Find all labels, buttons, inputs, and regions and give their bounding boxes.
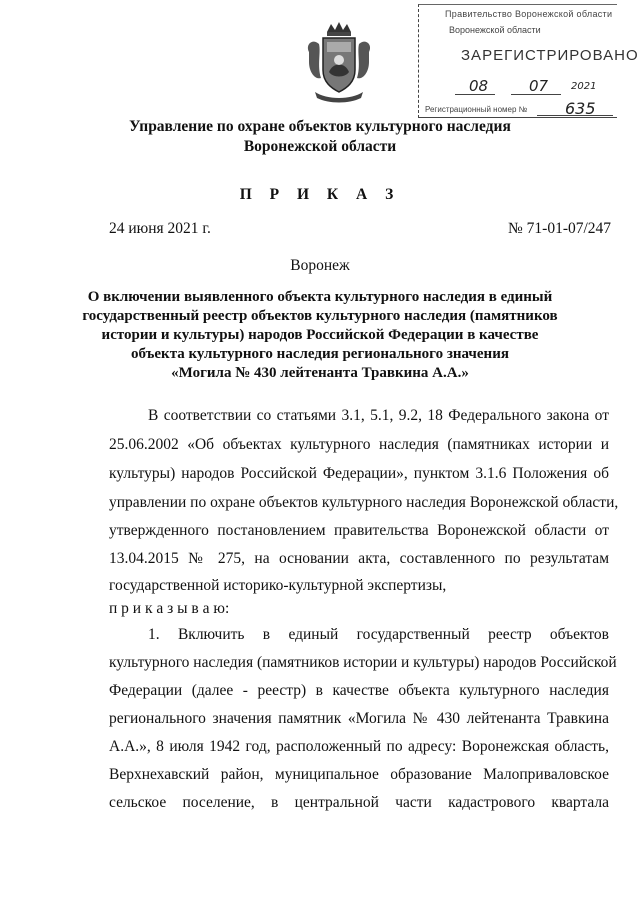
stamp-line-2: Воронежской области bbox=[449, 25, 541, 35]
org-line-1: Управление по охране объектов культурного наследия bbox=[129, 118, 511, 135]
stamp-registered: ЗАРЕГИСТРИРОВАНО bbox=[461, 47, 639, 64]
item-line: сельское поселение, в центральной части кадастрового квартала bbox=[109, 794, 609, 811]
body-line: культуры) народов Российской Федерации», пунктом 3.1.6 Положения об bbox=[109, 465, 609, 482]
body-line: В соответствии со статьями 3.1, 5.1, 9.2, 18 Федерального закона от bbox=[148, 407, 609, 424]
document-type: П Р И К А З bbox=[239, 186, 401, 203]
body-line: 13.04.2015 № 275, на основании акта, составленного по результатам bbox=[109, 550, 609, 567]
document-date: 24 июня 2021 г. bbox=[109, 220, 211, 237]
item-line: А.А.», 8 июля 1942 год, расположенный по адресу: Воронежская область, bbox=[109, 738, 609, 755]
item-line: культурного наследия (памятников истории и культуры) народов Российской bbox=[109, 654, 617, 671]
stamp-reg-label: Регистрационный номер № bbox=[425, 105, 528, 114]
stamp-line-1: Правительство Воронежской области bbox=[445, 9, 613, 19]
stamp-reg-underline bbox=[537, 115, 613, 116]
registration-stamp bbox=[418, 4, 639, 118]
item-line: Федерации (далее - реестр) в качестве объекта культурного наследия bbox=[109, 682, 609, 699]
item-line: 1. Включить в единый государственный реестр объектов bbox=[148, 626, 609, 643]
stamp-reg-number: 635 bbox=[565, 99, 596, 118]
document-city: Воронеж bbox=[290, 257, 350, 274]
stamp-day: 08 bbox=[469, 77, 489, 95]
body-line: государственной историко-культурной экспертизы, bbox=[109, 577, 447, 594]
stamp-year: 2021 bbox=[571, 81, 597, 92]
order-word: п р и к а з ы в а ю: bbox=[109, 600, 230, 617]
document-number: № 71-01-07/247 bbox=[508, 220, 612, 237]
coat-of-arms-emblem bbox=[303, 22, 375, 106]
org-line-2: Воронежской области bbox=[243, 138, 397, 155]
item-line: Верхнехавский район, муниципальное образование Малоприваловское bbox=[109, 766, 609, 783]
stamp-day-underline bbox=[455, 94, 495, 95]
document-subject bbox=[0, 288, 640, 383]
item-line: регионального значения памятник «Могила № 430 лейтенанта Травкина bbox=[109, 710, 609, 727]
subject-line: государственный реестр объектов культурного наследия (памятников bbox=[82, 308, 558, 324]
body-line: управлении по охране объектов культурного наследия Воронежской области, bbox=[109, 494, 619, 511]
body-line: утвержденного постановлением правительства Воронежской области от bbox=[109, 522, 609, 539]
stamp-month-underline bbox=[511, 94, 561, 95]
stamp-month: 07 bbox=[529, 77, 549, 95]
organization-name bbox=[0, 117, 640, 157]
subject-line: истории и культуры) народов Российской Федерации в качестве bbox=[101, 327, 539, 343]
subject-line: объекта культурного наследия регионального значения bbox=[131, 346, 509, 362]
subject-line: «Могила № 430 лейтенанта Травкина А.А.» bbox=[171, 365, 469, 381]
body-line: 25.06.2002 «Об объектах культурного наследия (памятниках истории и bbox=[109, 436, 609, 453]
subject-line: О включении выявленного объекта культурного наследия в единый bbox=[87, 289, 553, 305]
